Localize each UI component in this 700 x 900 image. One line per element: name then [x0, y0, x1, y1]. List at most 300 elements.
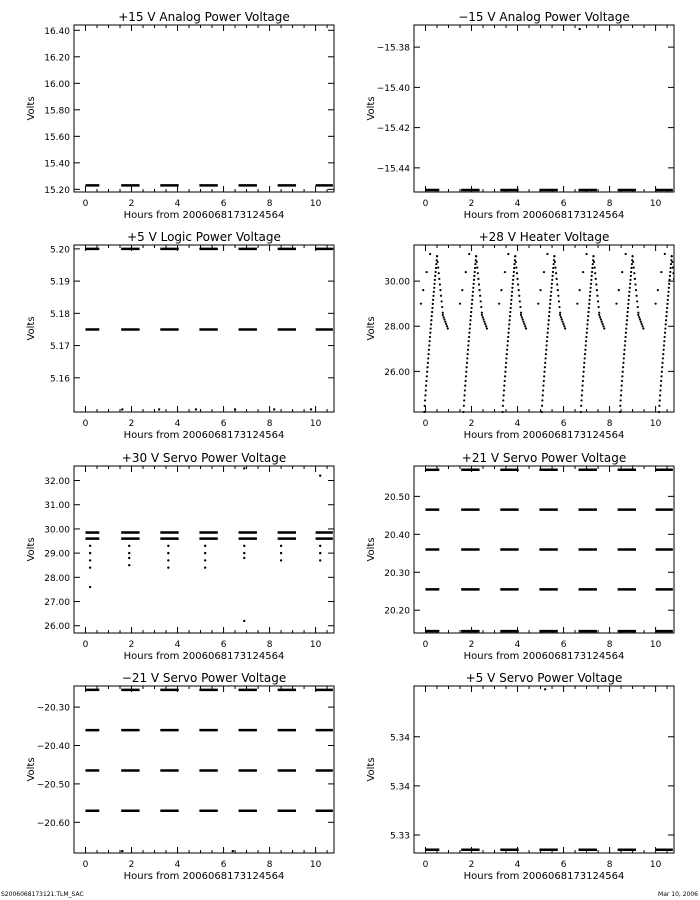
data-point	[584, 353, 586, 355]
data-point	[429, 253, 431, 255]
data-point	[501, 411, 503, 413]
data-point	[243, 545, 245, 547]
chart-panel-5	[26, 451, 334, 662]
y-tick-label: 5.20	[49, 245, 70, 256]
data-point	[624, 340, 626, 342]
data-point	[500, 289, 502, 291]
data-point	[601, 323, 603, 325]
data-point	[502, 399, 504, 401]
data-point	[537, 303, 539, 305]
data-point	[585, 340, 587, 342]
data-point	[670, 267, 672, 269]
x-axis-label: Hours from 2006068173124564	[123, 430, 285, 441]
data-point	[437, 266, 439, 268]
data-marks	[426, 688, 673, 850]
data-point	[659, 389, 661, 391]
data-point	[474, 267, 476, 269]
data-point	[513, 263, 515, 265]
data-point	[590, 283, 592, 285]
data-point	[542, 394, 544, 396]
y-tick-label: 30.00	[44, 525, 70, 536]
data-point	[558, 300, 560, 302]
data-point	[429, 336, 431, 338]
data-point	[525, 327, 527, 329]
data-point	[671, 261, 673, 263]
data-point	[620, 399, 622, 401]
x-tick-label: 4	[514, 419, 521, 429]
data-point	[466, 366, 468, 368]
data-point	[660, 375, 662, 377]
data-point	[243, 552, 245, 554]
data-point	[482, 318, 484, 320]
data-point	[479, 295, 481, 297]
x-tick-label: 4	[514, 860, 521, 870]
data-point	[665, 323, 667, 325]
x-tick-label: 8	[606, 860, 613, 870]
data-point	[628, 291, 630, 293]
y-tick-label: 5.16	[49, 374, 70, 385]
data-point	[665, 315, 667, 317]
data-point	[512, 275, 514, 277]
data-point	[432, 295, 434, 297]
data-point	[669, 271, 671, 273]
data-point	[585, 344, 587, 346]
data-point	[506, 344, 508, 346]
data-point	[543, 380, 545, 382]
data-point	[204, 566, 206, 568]
data-point	[578, 28, 580, 30]
data-point	[319, 552, 321, 554]
y-axis-label: Volts	[366, 96, 377, 121]
x-tick-label: 6	[220, 640, 227, 650]
data-point	[589, 295, 591, 297]
data-point	[662, 357, 664, 359]
data-point	[671, 255, 673, 257]
data-point	[539, 289, 541, 291]
data-point	[591, 271, 593, 273]
data-point	[665, 319, 667, 321]
data-point	[426, 375, 428, 377]
data-point	[517, 283, 519, 285]
data-point	[677, 316, 679, 318]
data-point	[553, 263, 555, 265]
data-point	[521, 316, 523, 318]
data-point	[436, 255, 438, 257]
y-tick-label: 15.60	[44, 132, 70, 143]
data-point	[422, 289, 424, 291]
y-tick-label: 5.34	[389, 733, 410, 744]
data-point	[619, 405, 621, 407]
data-point	[509, 311, 511, 313]
data-point	[637, 314, 639, 316]
data-point	[633, 272, 635, 274]
chart-title: +28 V Heater Voltage	[478, 230, 610, 244]
data-point	[121, 850, 123, 852]
data-marks	[420, 253, 684, 413]
data-point	[429, 332, 431, 334]
data-point	[505, 366, 507, 368]
y-tick-label: −15.38	[376, 43, 410, 54]
y-tick-label: 32.00	[44, 477, 70, 488]
data-point	[666, 307, 668, 309]
footer-date: Mar 10, 2006	[658, 891, 698, 898]
data-point	[507, 336, 509, 338]
data-point	[594, 272, 596, 274]
data-point	[668, 283, 670, 285]
data-point	[542, 385, 544, 387]
data-point	[463, 394, 465, 396]
data-point	[444, 321, 446, 323]
data-point	[89, 559, 91, 561]
data-point	[635, 289, 637, 291]
x-tick-label: 8	[266, 199, 273, 209]
x-tick-label: 0	[82, 199, 89, 209]
data-point	[478, 289, 480, 291]
data-point	[543, 371, 545, 373]
data-point	[243, 620, 245, 622]
data-point	[426, 271, 428, 273]
data-point	[516, 272, 518, 274]
data-point	[669, 275, 671, 277]
data-point	[667, 299, 669, 301]
data-point	[481, 314, 483, 316]
y-tick-label: 16.40	[44, 26, 70, 37]
data-point	[443, 318, 445, 320]
data-point	[559, 312, 561, 314]
x-tick-label: 2	[128, 419, 135, 429]
y-tick-label: 5.34	[389, 782, 410, 793]
data-point	[425, 380, 427, 382]
data-point	[583, 362, 585, 364]
data-point	[469, 319, 471, 321]
data-point	[423, 411, 425, 413]
data-point	[551, 283, 553, 285]
data-point	[503, 385, 505, 387]
y-tick-label: 28.00	[44, 573, 70, 584]
y-tick-label: 30.00	[384, 277, 410, 288]
data-point	[549, 307, 551, 309]
x-axis-label: Hours from 2006068173124564	[463, 430, 625, 441]
data-point	[204, 545, 206, 547]
data-point	[509, 319, 511, 321]
data-point	[588, 307, 590, 309]
x-tick-label: 6	[560, 860, 567, 870]
data-point	[477, 272, 479, 274]
data-point	[273, 408, 275, 410]
data-point	[471, 303, 473, 305]
data-point	[633, 266, 635, 268]
data-point	[474, 271, 476, 273]
data-point	[627, 303, 629, 305]
data-point	[232, 850, 234, 852]
data-point	[550, 295, 552, 297]
data-point	[513, 271, 515, 273]
data-point	[631, 263, 633, 265]
data-point	[663, 340, 665, 342]
data-point	[426, 371, 428, 373]
data-point	[624, 344, 626, 346]
data-point	[558, 306, 560, 308]
data-point	[503, 389, 505, 391]
data-marks	[86, 467, 333, 622]
data-point	[670, 263, 672, 265]
data-point	[512, 279, 514, 281]
data-point	[435, 263, 437, 265]
data-point	[591, 275, 593, 277]
data-point	[626, 319, 628, 321]
data-point	[441, 306, 443, 308]
x-tick-label: 4	[174, 199, 181, 209]
data-point	[544, 366, 546, 368]
data-point	[470, 307, 472, 309]
data-point	[425, 389, 427, 391]
data-point	[597, 300, 599, 302]
data-point	[546, 340, 548, 342]
data-point	[592, 255, 594, 257]
data-point	[435, 267, 437, 269]
data-point	[466, 362, 468, 364]
data-point	[465, 371, 467, 373]
data-point	[280, 552, 282, 554]
data-point	[467, 349, 469, 351]
data-point	[658, 411, 660, 413]
data-point	[167, 545, 169, 547]
x-tick-label: 6	[560, 419, 567, 429]
data-point	[554, 261, 556, 263]
data-point	[472, 287, 474, 289]
data-point	[310, 408, 312, 410]
data-point	[636, 295, 638, 297]
data-point	[562, 321, 564, 323]
data-point	[551, 279, 553, 281]
data-point	[510, 299, 512, 301]
data-point	[476, 266, 478, 268]
data-point	[549, 299, 551, 301]
data-point	[676, 312, 678, 314]
data-point	[468, 253, 470, 255]
data-point	[630, 267, 632, 269]
x-tick-label: 2	[468, 860, 475, 870]
data-marks	[426, 28, 673, 190]
data-point	[550, 291, 552, 293]
data-point	[548, 311, 550, 313]
data-point	[429, 340, 431, 342]
data-point	[556, 278, 558, 280]
chart-title: +5 V Logic Power Voltage	[127, 230, 281, 244]
data-point	[524, 325, 526, 327]
x-tick-label: 4	[174, 640, 181, 650]
data-point	[661, 362, 663, 364]
data-point	[468, 336, 470, 338]
data-point	[622, 366, 624, 368]
data-point	[514, 255, 516, 257]
data-point	[427, 362, 429, 364]
data-point	[576, 303, 578, 305]
data-point	[587, 311, 589, 313]
data-point	[470, 315, 472, 317]
data-point	[503, 394, 505, 396]
data-point	[89, 586, 91, 588]
y-tick-label: 26.00	[44, 622, 70, 633]
data-point	[472, 291, 474, 293]
y-tick-label: 28.00	[384, 322, 410, 333]
data-point	[634, 278, 636, 280]
data-point	[543, 271, 545, 273]
x-tick-label: 8	[266, 419, 273, 429]
data-point	[642, 327, 644, 329]
data-point	[432, 299, 434, 301]
data-point	[668, 279, 670, 281]
data-point	[662, 353, 664, 355]
data-point	[545, 349, 547, 351]
data-point	[681, 325, 683, 327]
data-point	[504, 271, 506, 273]
data-point	[587, 315, 589, 317]
x-tick-label: 8	[606, 419, 613, 429]
data-point	[433, 283, 435, 285]
data-point	[598, 314, 600, 316]
data-point	[625, 253, 627, 255]
data-point	[678, 318, 680, 320]
data-point	[465, 271, 467, 273]
x-tick-label: 8	[606, 199, 613, 209]
data-point	[547, 327, 549, 329]
data-point	[673, 283, 675, 285]
data-point	[681, 327, 683, 329]
data-point	[468, 340, 470, 342]
data-point	[481, 312, 483, 314]
data-point	[598, 306, 600, 308]
data-point	[595, 283, 597, 285]
chart-panel-4	[366, 230, 684, 441]
x-tick-label: 10	[309, 199, 322, 209]
data-point	[621, 380, 623, 382]
x-tick-label: 6	[220, 199, 227, 209]
data-point	[468, 332, 470, 334]
data-point	[553, 255, 555, 257]
x-tick-label: 2	[128, 640, 135, 650]
data-point	[619, 411, 621, 413]
data-point	[581, 394, 583, 396]
data-point	[629, 283, 631, 285]
data-point	[478, 283, 480, 285]
data-point	[661, 366, 663, 368]
y-tick-label: 20.20	[384, 606, 410, 617]
data-point	[498, 303, 500, 305]
x-tick-label: 2	[128, 199, 135, 209]
data-point	[439, 289, 441, 291]
data-point	[667, 295, 669, 297]
data-point	[603, 327, 605, 329]
x-axis-label: Hours from 2006068173124564	[123, 210, 285, 221]
x-tick-label: 10	[649, 640, 662, 650]
x-tick-label: 2	[468, 199, 475, 209]
data-point	[666, 303, 668, 305]
data-point	[590, 279, 592, 281]
data-point	[424, 405, 426, 407]
data-point	[512, 283, 514, 285]
y-tick-label: −15.42	[376, 124, 410, 135]
data-point	[563, 325, 565, 327]
data-point	[667, 291, 669, 293]
data-point	[636, 300, 638, 302]
y-tick-label: 5.33	[389, 831, 410, 842]
data-point	[469, 323, 471, 325]
y-tick-label: 29.00	[44, 549, 70, 560]
data-point	[622, 362, 624, 364]
x-tick-label: 10	[309, 860, 322, 870]
data-point	[545, 353, 547, 355]
data-point	[598, 312, 600, 314]
data-point	[520, 312, 522, 314]
data-point	[581, 389, 583, 391]
y-tick-label: 27.00	[44, 598, 70, 609]
data-point	[583, 366, 585, 368]
chart-title: +21 V Servo Power Voltage	[461, 451, 627, 465]
data-point	[562, 323, 564, 325]
data-point	[473, 279, 475, 281]
data-point	[505, 362, 507, 364]
data-point	[664, 332, 666, 334]
data-point	[459, 303, 461, 305]
x-tick-label: 2	[468, 640, 475, 650]
data-point	[482, 316, 484, 318]
data-point	[622, 371, 624, 373]
data-point	[167, 552, 169, 554]
data-marks	[86, 690, 333, 852]
data-point	[544, 688, 546, 690]
y-tick-label: 20.40	[384, 530, 410, 541]
data-marks	[86, 249, 333, 411]
data-point	[243, 467, 245, 469]
data-point	[552, 267, 554, 269]
data-point	[583, 371, 585, 373]
x-tick-label: 8	[266, 640, 273, 650]
x-tick-label: 10	[649, 860, 662, 870]
data-point	[467, 344, 469, 346]
data-point	[167, 559, 169, 561]
data-point	[641, 323, 643, 325]
x-tick-label: 10	[309, 640, 322, 650]
y-axis-label: Volts	[26, 537, 37, 562]
chart-panel-7	[26, 671, 334, 882]
data-point	[660, 271, 662, 273]
data-point	[516, 278, 518, 280]
x-tick-label: 2	[468, 419, 475, 429]
plot-frame	[414, 686, 674, 853]
data-point	[586, 327, 588, 329]
data-point	[624, 336, 626, 338]
data-point	[631, 255, 633, 257]
data-point	[541, 411, 543, 413]
x-axis-label: Hours from 2006068173124564	[463, 210, 625, 221]
data-point	[664, 253, 666, 255]
data-point	[470, 311, 472, 313]
data-point	[510, 303, 512, 305]
data-point	[628, 299, 630, 301]
chart-title: −15 V Analog Power Voltage	[458, 10, 630, 24]
data-point	[319, 545, 321, 547]
data-point	[548, 315, 550, 317]
data-point	[518, 289, 520, 291]
data-point	[424, 394, 426, 396]
x-axis-label: Hours from 2006068173124564	[123, 871, 285, 882]
data-point	[433, 287, 435, 289]
data-point	[554, 266, 556, 268]
data-point	[504, 375, 506, 377]
data-point	[663, 349, 665, 351]
data-point	[420, 303, 422, 305]
